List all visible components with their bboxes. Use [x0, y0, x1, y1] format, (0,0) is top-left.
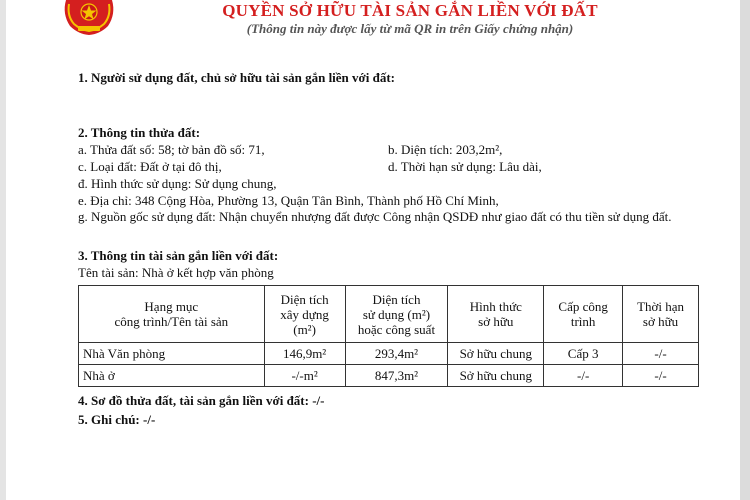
document-title: QUYỀN SỞ HỮU TÀI SẢN GẮN LIỀN VỚI ĐẤT	[222, 1, 598, 20]
cell-name: Nhà Văn phòng	[79, 343, 265, 365]
cell-term: -/-	[623, 365, 699, 387]
asset-name: Tên tài sản: Nhà ở kết hợp văn phòng	[78, 265, 274, 280]
header-category: Hạng mục công trình/Tên tài sản	[79, 286, 265, 343]
cell-built-area: -/-m²	[264, 365, 345, 387]
header-ownership-form: Hình thức sở hữu	[448, 286, 544, 343]
section-4-heading: 4. Sơ đồ thửa đất, tài sản gắn liền với đất: -/-	[78, 393, 325, 408]
header-built-area: Diện tích xây dựng (m²)	[264, 286, 345, 343]
parcel-number: a. Thửa đất số: 58; tờ bản đồ số: 71,	[78, 142, 265, 157]
national-emblem-icon	[60, 0, 118, 36]
assets-table	[78, 285, 699, 387]
cell-term: -/-	[623, 343, 699, 365]
cell-usage-area: 293,4m²	[345, 343, 448, 365]
section-1-heading: 1. Người sử dụng đất, chủ sở hữu tài sản gắn liền với đất:	[78, 70, 395, 85]
land-origin: g. Nguồn gốc sử dụng đất: Nhận chuyển nhượng đất được Công nhận QSDĐ như giao đất có thu tiền sử dụng đất.	[78, 209, 672, 224]
cell-built-area: 146,9m²	[264, 343, 345, 365]
section-5-heading: 5. Ghi chú: -/-	[78, 412, 156, 427]
document-subtitle: (Thông tin này được lấy từ mã QR in trên Giấy chứng nhận)	[246, 21, 574, 36]
table-row	[79, 365, 699, 387]
cell-usage-area: 847,3m²	[345, 365, 448, 387]
cell-name: Nhà ở	[79, 365, 265, 387]
section-3-heading: 3. Thông tin tài sản gắn liền với đất:	[78, 248, 279, 263]
header-ownership-term: Thời hạn sở hữu	[623, 286, 699, 343]
table-header-row	[79, 286, 699, 343]
page-right-edge	[740, 0, 750, 500]
usage-term: d. Thời hạn sử dụng: Lâu dài,	[388, 159, 542, 174]
cell-ownership-form: Sở hữu chung	[448, 365, 544, 387]
table-row	[79, 343, 699, 365]
usage-form: đ. Hình thức sử dụng: Sử dụng chung,	[78, 176, 277, 191]
parcel-area: b. Diện tích: 203,2m²,	[388, 142, 503, 157]
cell-grade: -/-	[544, 365, 623, 387]
cell-grade: Cấp 3	[544, 343, 623, 365]
page-left-edge	[0, 0, 6, 500]
parcel-address: e. Địa chỉ: 348 Cộng Hòa, Phường 13, Quận Tân Bình, Thành phố Hồ Chí Minh,	[78, 193, 499, 208]
land-type: c. Loại đất: Đất ở tại đô thị,	[78, 159, 222, 174]
header-usage-area: Diện tích sử dụng (m²) hoặc công suất	[345, 286, 448, 343]
header-construction-grade: Cấp công trình	[544, 286, 623, 343]
cell-ownership-form: Sở hữu chung	[448, 343, 544, 365]
section-2-heading: 2. Thông tin thửa đất:	[78, 125, 201, 140]
